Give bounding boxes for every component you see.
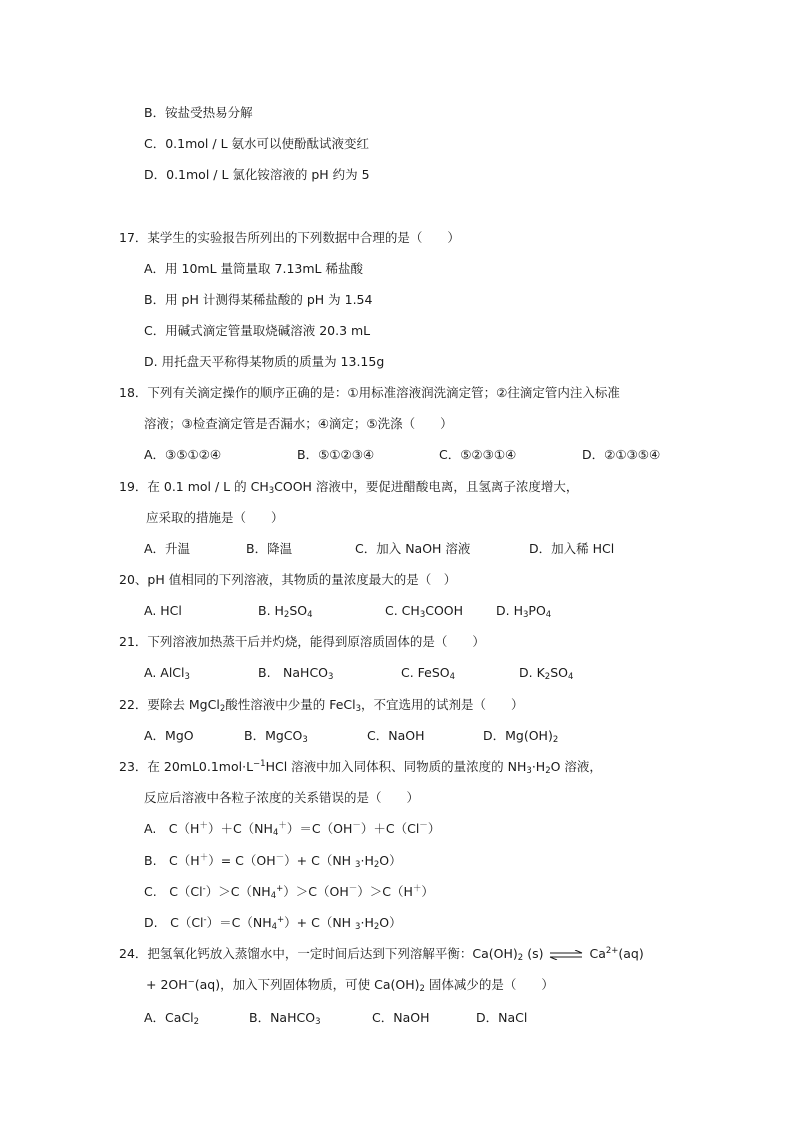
q18-option-a: A．③⑤①②④ [144,447,222,462]
q24-option-a: A．CaCl$_2$ [144,1010,200,1027]
prev-option-b: B．铵盐受热易分解 [144,105,253,120]
q23-option-b: B. C（H＋）= C（OH－）+ C（NH $_3\cdot H_2O$） [144,853,402,870]
q21-option-b: B. NaHCO$_3$ [258,665,334,682]
q18-stem-line1: 18．下列有关滴定操作的顺序正确的是：①用标准溶液润洗滴定管；②往滴定管内注入标准 [119,385,620,400]
q22-option-b: B．MgCO$_3$ [244,728,308,745]
q17-option-b: B．用 pH 计测得某稀盐酸的 pH 为 1.54 [144,292,373,307]
q24-stem-line1: 24．把氢氧化钙放入蒸馏水中，一定时间后达到下列溶解平衡：$Ca(OH)_2$ (s) $Ca^{2+}(aq)$ [119,946,644,963]
q19-option-d: D．加入稀 HCl [529,541,615,556]
prev-option-d: D．0.1mol / L 氯化铵溶液的 pH 约为 5 [144,167,370,182]
q20-stem: 20、pH 值相同的下列溶液，其物质的量浓度最大的是（ ） [119,572,457,587]
q20-option-b: B. $H_2SO_4$ [258,603,313,620]
q22-option-c: C．NaOH [367,728,425,743]
prev-option-c: C．0.1mol / L 氨水可以使酚酞试液变红 [144,136,370,151]
q21-stem: 21．下列溶液加热蒸干后并灼烧，能得到原溶质固体的是（ ） [119,634,485,649]
q22-stem: 22．要除去 MgCl$_2$酸性溶液中少量的 FeCl$_3$，不宜选用的试剂是（ ） [119,697,524,714]
q23-option-c: C. $C(Cl^-)>C(NH_4^+)>C(OH^-)>C(H^+)$ [144,884,434,901]
equilibrium-arrow-icon [549,950,583,960]
q20-option-a: A. HCl [144,603,182,618]
q19-option-a: A．升温 [144,541,191,556]
q17-option-c: C．用碱式滴定管量取烧碱溶液 20.3 mL [144,323,371,338]
q23-stem-line1: 23．在 $20mL0.1mol\cdot L^{-1}HCl$ 溶液中加入同体积、同物质的量浓度的 $NH_3\cdot H_2O$ 溶液， [119,759,602,776]
q21-option-c: C. FeSO$_4$ [401,665,456,682]
q24-option-c: C．NaOH [372,1010,430,1025]
q24-option-d: D．NaCl [476,1010,528,1025]
q17-stem: 17．某学生的实验报告所列出的下列数据中合理的是（ ） [119,230,460,245]
q23-option-d: D. $C(Cl^-)=C(NH_4^+)+ C(NH$ $_3\cdot H_2O$） [144,915,402,932]
q21-option-d: D. $K_2SO_4$ [519,665,574,682]
q23-option-a: A. $C(H^+)+C(NH_4^+)=C(OH^-)+C(Cl^-)$ [144,821,441,838]
q22-option-a: A．MgO [144,728,194,743]
q19-option-b: B．降温 [246,541,293,556]
q17-option-d: D. 用托盘天平称得某物质的质量为 13.15g [144,354,385,369]
q19-option-c: C．加入 NaOH 溶液 [355,541,471,556]
q19-stem-line2: 应采取的措施是（ ） [146,510,284,525]
q23-stem-line2: 反应后溶液中各粒子浓度的关系错误的是（ ） [144,790,420,805]
q20-option-c: C. $CH_3COOH$ [385,603,464,620]
q17-option-a: A．用 10mL 量筒量取 7.13mL 稀盐酸 [144,261,363,276]
q18-option-c: C．⑤②③①④ [439,447,517,462]
q24-stem-line2: + 2OH−(aq)，加入下列固体物质，可使 $Ca(OH)_2$ 固体减少的是（ ） [146,977,554,994]
q24-option-b: B．NaHCO$_3$ [249,1010,321,1027]
q20-option-d: D. $H_3PO_4$ [496,603,552,620]
q18-option-b: B．⑤①②③④ [297,447,375,462]
q18-option-d: D．②①③⑤④ [582,447,661,462]
q22-option-d: D．$Mg(OH)_2$ [483,728,559,745]
q18-stem-line2: 溶液；③检查滴定管是否漏水；④滴定；⑤洗涤（ ） [144,416,453,431]
q21-option-a: A. AlCl$_3$ [144,665,190,682]
q19-stem-line1: 19．在 0.1 mol / L 的 $CH_3COOH$ 溶液中，要促进醋酸电离，且氢离子浓度增大， [119,479,579,496]
